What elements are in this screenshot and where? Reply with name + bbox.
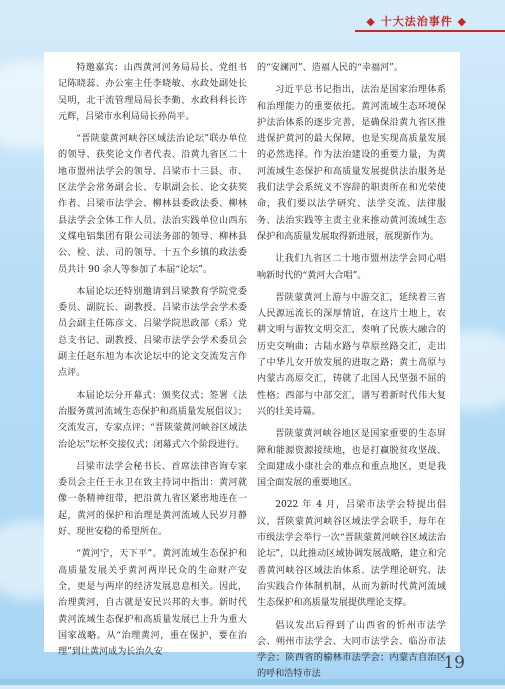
paragraph: 的“安澜河”、造福人民的“幸福河”。 — [257, 63, 403, 73]
paragraph: “晋陕蒙黄河峡谷区域法治论坛”联办单位的领导、获奖论文作者代表、沿黄九省区二十地市盟州法学会的领导、吕梁市十三县、市、区法学会常务副会长、专职副会长、论文获奖作者、吕梁市法学会、柳林县委政法委、柳林县法学会全体工作人员、法治实践单位山西东义煤电铝集团有限公司法务部的领导、柳林县公、检、法、司的领导、十五个乡镇的政法委员共计 90 余人等参加了本届“论坛”。 — [58, 134, 247, 275]
header-rule — [355, 30, 505, 32]
left-column — [58, 60, 247, 666]
footer-strip — [0, 679, 505, 685]
paragraph: 让我们九省区二十地市盟州法学会同心唱响新时代的“黄河大合唱”。 — [257, 254, 446, 281]
paragraph: “黄河宁，天下平”。黄河流域生态保护和高质量发展关乎黄河两岸民众的生命财产安全，更是与两岸的经济发展息息相关。因此，治理黄河，自古就是安民兴邦的大事。新时代黄河流域生态保护和高质量发展已上升为重大国家战略。从“治理黄河，重在保护，要在治理”到让黄河成为长治久安 — [58, 549, 247, 658]
paragraph: 习近平总书记指出，法治是国家治理体系和治理能力的重要依托。黄河流域生态环境保护法治体系的逐步完善，是确保沿黄九省区推进保护黄河的最大保障，也是实现高质量发展的必然选择。作为法治建设的重要力量，为黄河流域生态保护和高质量发展提供法治服务是我们法学会系统义不容辞的职责所在和光荣使命，我们要以法学研究、法学交流、法律服务、法治实践等主责主业来推动黄河流域生态保护和高质量发展取得新进展，展现新作为。 — [257, 85, 446, 242]
paragraph: 吕梁市法学会秘书长、首席法律咨询专家委员会主任王永卫在致主持词中指出：黄河就像一条精神纽带，把沿黄九省区紧密地连在一起，黄河的保护和治理是黄河流域人民岁月静好、现世安稳的希望所在。 — [58, 461, 247, 538]
paragraph: 倡议发出后得到了山西省的忻州市法学会、朔州市法学会、大同市法学会、临汾市法学会；陕西省的榆林市法学会；内蒙古自治区的呼和浩特市法 — [257, 620, 446, 680]
paragraph: 晋陕蒙黄河上游与中游交汇，延续着三省人民源远流长的深厚情谊，在这片土地上，农耕文明与游牧文明交汇，奏响了民族大融合的历史交响曲；古陆水路与草原丝路交汇，走出了中华儿女开放发展的进取之路；黄土高原与内蒙古高原交汇，铸就了北国人民坚强不屈的性格；西部与中部交汇，谱写着新时代伟大复兴的壮美诗篇。 — [257, 292, 446, 417]
paragraph: 本届论坛分开幕式：颁奖仪式；签署《法治服务黄河流域生态保护和高质量发展倡议》；交流发言，专家点评；“晋陕蒙黄河峡谷区域法治论坛”坛杯交接仪式；闭幕式六个阶段进行。 — [58, 390, 247, 450]
paragraph: 特邀嘉宾：山西黄河河务局局长、党组书记陈晓蕊、办公室主任李晓敏、水政处副处长吴明，北干流管理局局长李勤、水政科科长许元辉，吕梁市水利局局长孙尚平。 — [58, 63, 247, 122]
paragraph: 本届论坛还特别邀请到吕梁教育学院党委委员、副院长、副教授、吕梁市法学会学术委员会副主任陈彦文、吕梁学院思政部（系）党总支书记、副教授、吕梁市法学会学术委员会副主任赵东旭为本次论坛中的论文交流发言作点评。 — [58, 286, 247, 379]
paragraph: 2022 年 4 月，吕梁市法学会特提出倡议，晋陕蒙黄河峡谷区域法学会联手，每年在市级法学会举行一次“晋陕蒙黄河峡谷区域法治论坛”，以此推动区域协调发展战略，建立和完善黄河峡谷区域法治体系、法学理论研究、法治实践合作体制机制，从而为新时代黄河流域生态保护和高质量发展提供理论支撑。 — [257, 500, 446, 609]
section-tag: ◆ 十大法治事件 ◆ — [366, 15, 467, 28]
right-column — [257, 60, 446, 689]
paragraph: 晋陕蒙黄河峡谷地区是国家重要的生态屏障和能源资源接续地，也是打赢脱贫攻坚战、全面建成小康社会的难点和重点地区，更是我国全面发展的重要地区。 — [257, 429, 446, 489]
page-number: 19 — [443, 653, 465, 673]
